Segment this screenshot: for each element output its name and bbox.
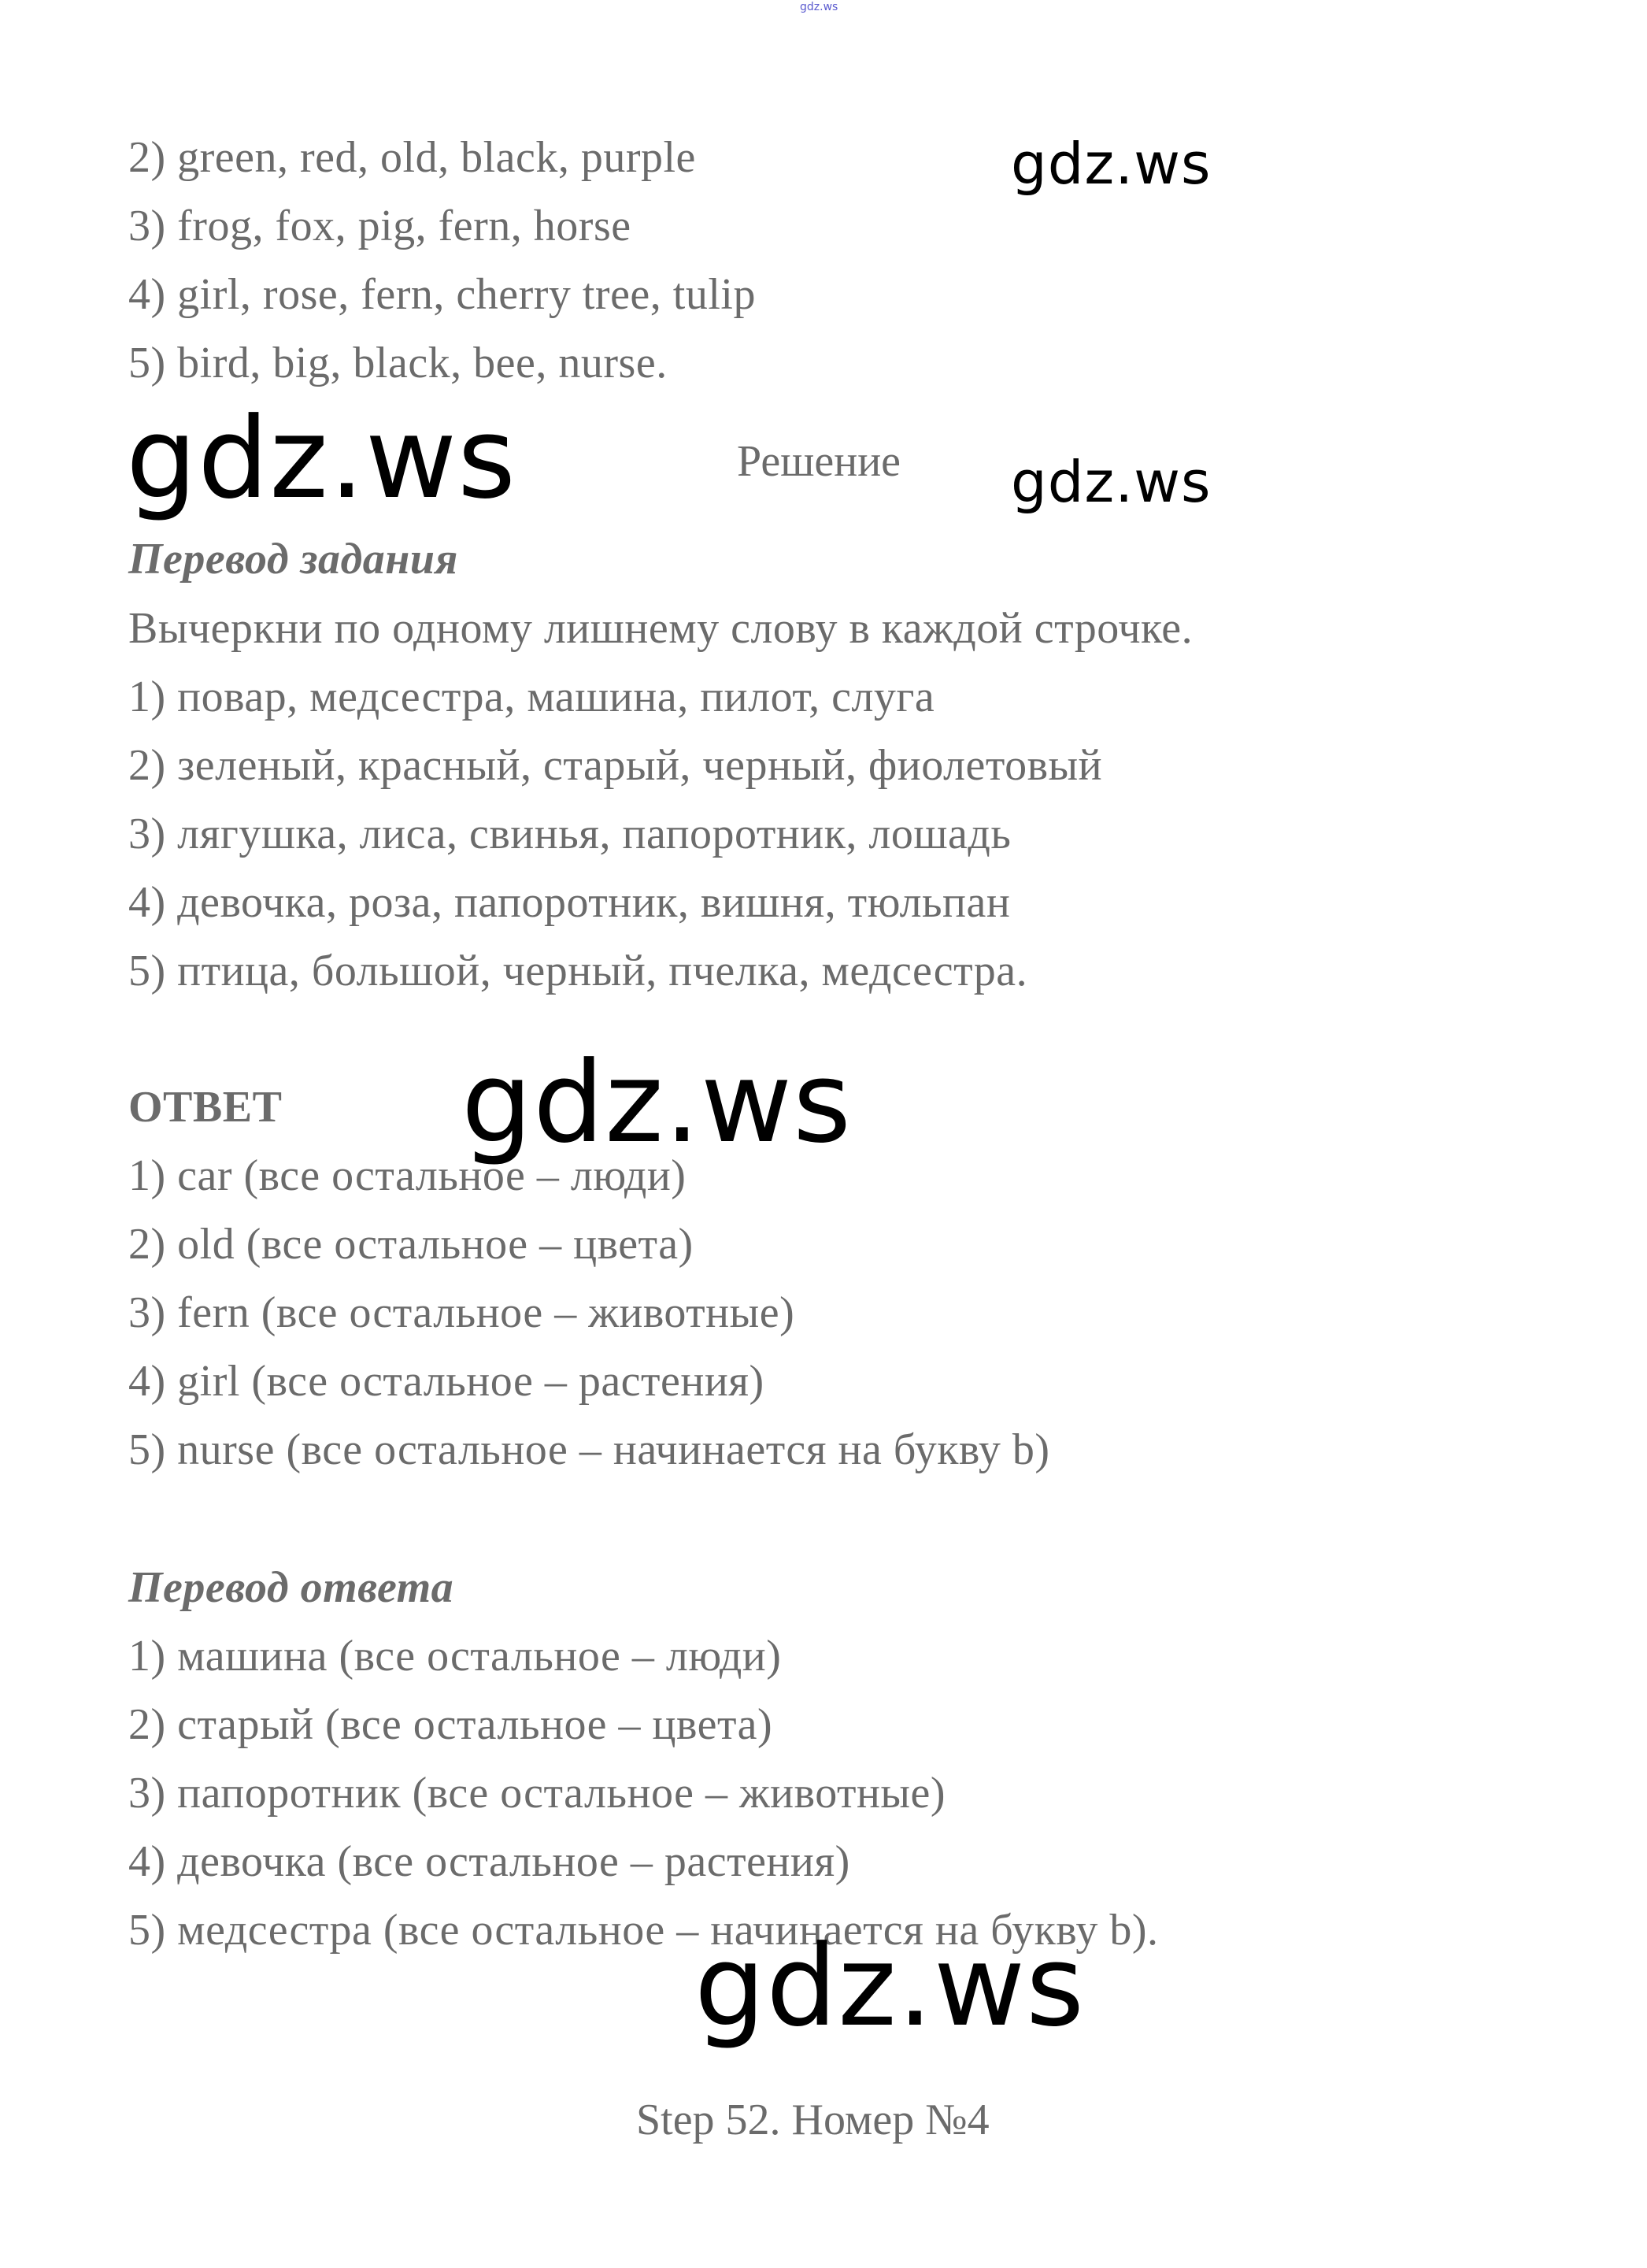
watermark-logo: gdz.ws [694, 1922, 1086, 2051]
watermark-logo: gdz.ws [1011, 449, 1212, 515]
watermark-logo: gdz.ws [1011, 131, 1212, 197]
task-translation-line: 1) повар, медсестра, машина, пилот, слуга [128, 673, 935, 721]
task-translation-line: 2) зеленый, красный, старый, черный, фиолетовый [128, 741, 1103, 790]
task-instruction: Вычеркни по одному лишнему слову в каждой строчке. [128, 604, 1194, 653]
answer-translation-line: 5) медсестра (все остальное – начинается на букву b). [128, 1906, 1159, 1955]
exercise-line-5: 5) bird, big, black, bee, nurse. [128, 339, 668, 387]
answer-line: 4) girl (все остальное – растения) [128, 1357, 764, 1406]
answer-line: 1) car (все остальное – люди) [128, 1151, 687, 1200]
exercise-line-2: 2) green, red, old, black, purple [128, 133, 696, 182]
solution-label: Решение [737, 437, 901, 486]
watermark-logo: gdz.ws [461, 1038, 853, 1168]
exercise-line-3: 3) frog, fox, pig, fern, horse [128, 202, 631, 250]
answer-heading: ОТВЕТ [128, 1083, 283, 1132]
answer-translation-line: 1) машина (все остальное – люди) [128, 1632, 782, 1681]
answer-translation-line: 3) папоротник (все остальное – животные) [128, 1769, 946, 1818]
answer-line: 5) nurse (все остальное – начинается на букву b) [128, 1425, 1050, 1474]
next-section-title: Step 52. Номер №4 [636, 2096, 990, 2144]
task-translation-line: 4) девочка, роза, папоротник, вишня, тюльпан [128, 878, 1011, 927]
watermark-logo: gdz.ws [126, 394, 517, 524]
answer-line: 2) old (все остальное – цвета) [128, 1220, 694, 1269]
task-translation-heading: Перевод задания [128, 535, 458, 584]
task-translation-line: 3) лягушка, лиса, свинья, папоротник, лошадь [128, 810, 1012, 858]
answer-line: 3) fern (все остальное – животные) [128, 1288, 795, 1337]
exercise-line-4: 4) girl, rose, fern, cherry tree, tulip [128, 270, 756, 319]
answer-translation-line: 4) девочка (все остальное – растения) [128, 1837, 850, 1886]
top-watermark: gdz.ws [800, 1, 838, 13]
answer-translation-line: 2) старый (все остальное – цвета) [128, 1700, 773, 1749]
answer-translation-heading: Перевод ответа [128, 1563, 454, 1612]
task-translation-line: 5) птица, большой, черный, пчелка, медсестра. [128, 947, 1028, 995]
